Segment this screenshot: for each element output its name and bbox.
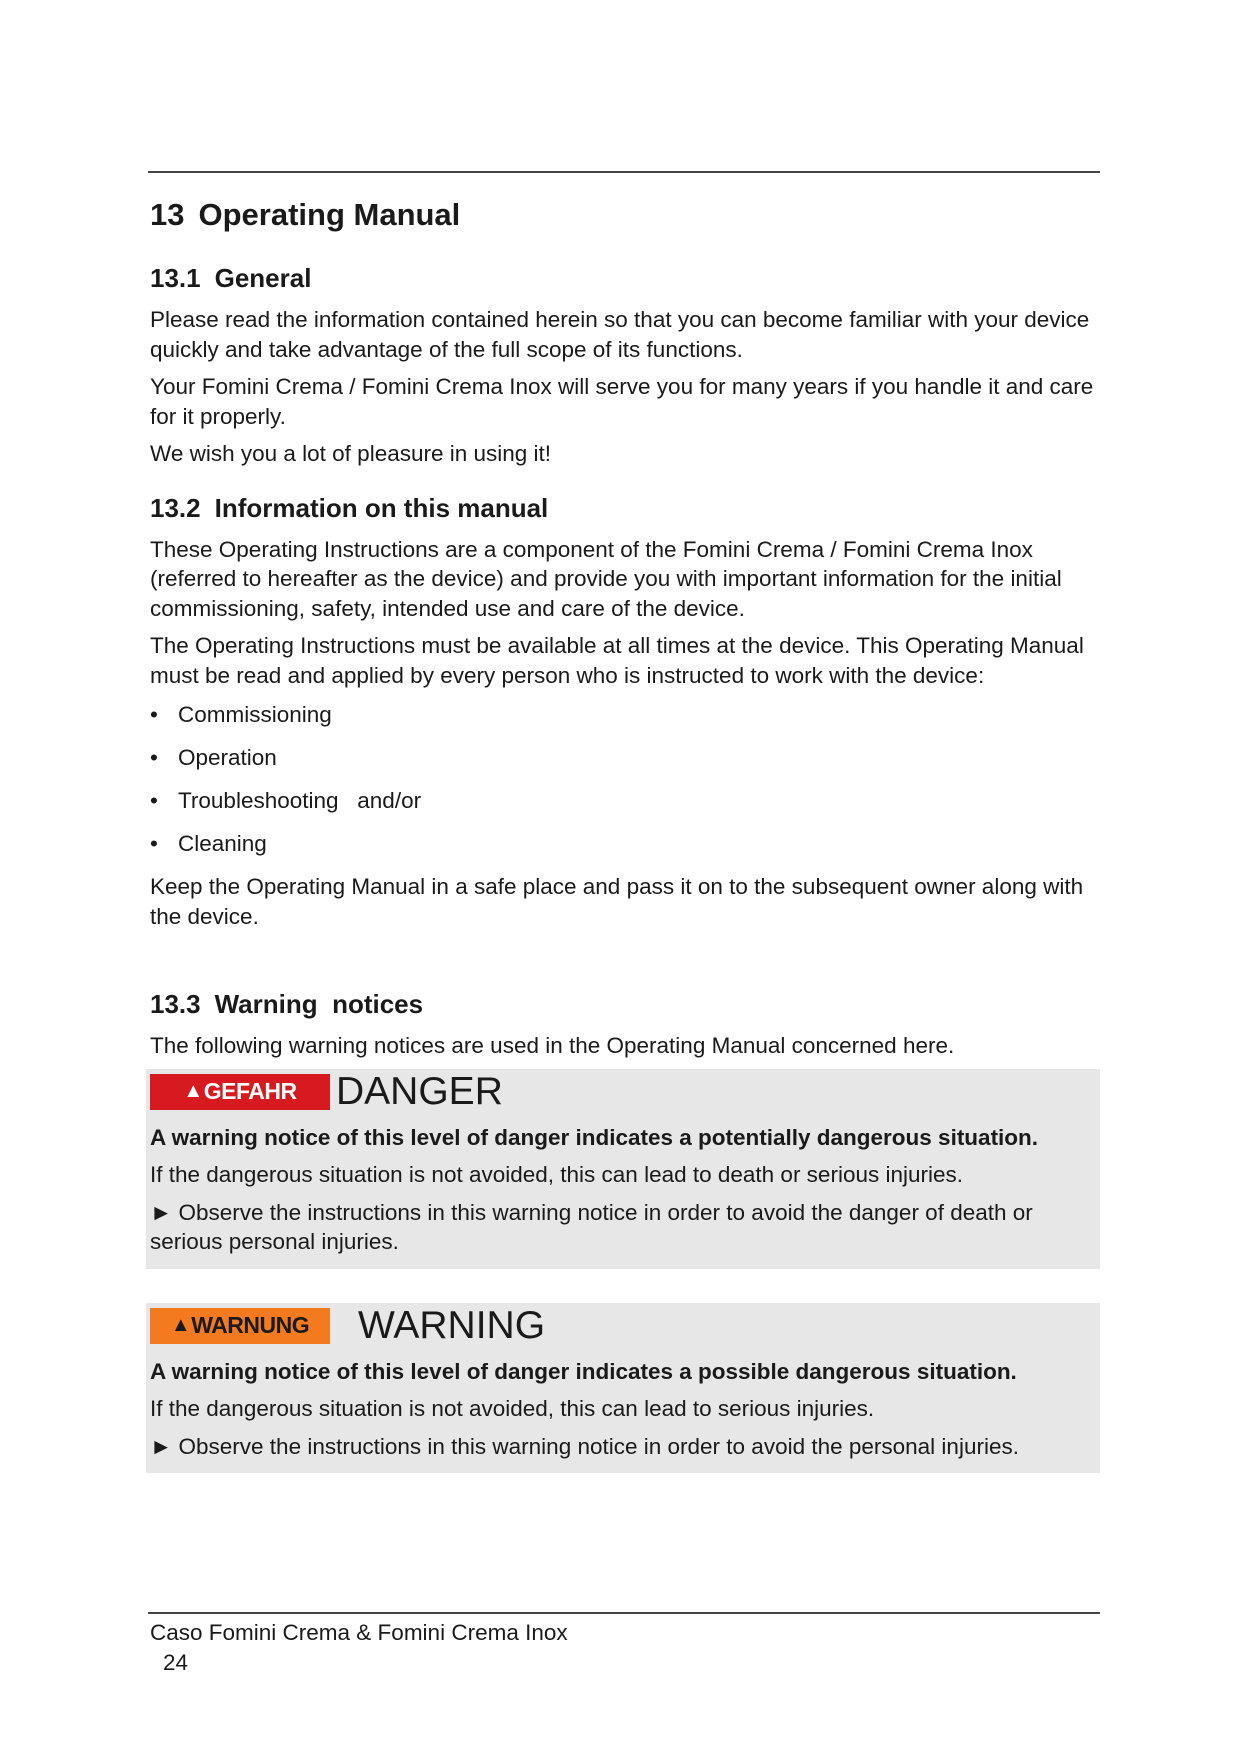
page-footer xyxy=(150,1618,568,1678)
chapter-title: 13 Operating Manual xyxy=(150,197,461,232)
danger-action: ► Observe the instructions in this warning notice in order to avoid the danger of death or serious personal injuries. xyxy=(150,1199,1033,1254)
page-number: 24 xyxy=(163,1650,189,1675)
general-paragraph-2: Your Fomini Crema / Fomini Crema Inox will serve you for many years if you handle it and care for it properly. xyxy=(150,374,1094,429)
list-item: • Commissioning xyxy=(150,702,332,727)
danger-label: ▲ GEFAHR xyxy=(150,1074,330,1110)
danger-bold-text: A warning notice of this level of danger indicates a potentially dangerous situation. xyxy=(150,1124,1039,1150)
warning-heading: WARNING xyxy=(358,1303,546,1347)
footer-title: Caso Fomini Crema & Fomini Crema Inox xyxy=(150,1620,568,1645)
warning-triangle-icon: ▲ xyxy=(183,1080,203,1102)
warning-triangle-icon: ▲ xyxy=(170,1314,191,1336)
warning-bold-text: A warning notice of this level of danger indicates a possible dangerous situation. xyxy=(150,1358,1017,1384)
warning-text: If the dangerous situation is not avoided, this can lead to serious injuries. xyxy=(150,1396,875,1421)
info-paragraph-1: These Operating Instructions are a component of the Fomini Crema / Fomini Crema Inox (referred to hereafter as the device) and provide you with important information for the initial commissioning, safety, intended use and care of the device. xyxy=(150,536,1062,621)
list-item: • Cleaning xyxy=(150,831,267,856)
list-item: • Troubleshooting and/or xyxy=(150,788,422,813)
danger-heading: DANGER xyxy=(336,1069,503,1113)
general-paragraph-1: Please read the information contained herein so that you can become familiar with your device quickly and take advantage of the full scope of its functions. xyxy=(150,307,1090,362)
general-paragraph-3: We wish you a lot of pleasure in using it! xyxy=(150,441,552,466)
section-general-title: 13.1 General xyxy=(150,263,312,293)
section-warnings-title: 13.3 Warning notices xyxy=(150,989,424,1019)
list-item: • Operation xyxy=(150,745,277,770)
danger-notice xyxy=(146,1069,1100,1269)
warning-notice xyxy=(146,1303,1100,1474)
header-rule xyxy=(148,171,1100,173)
footer-rule xyxy=(148,1612,1100,1614)
usage-list xyxy=(150,700,1095,859)
info-paragraph-2: The Operating Instructions must be available at all times at the device. This Operating Manual must be read and applied by every person who is instructed to work with the device: xyxy=(150,633,1084,688)
info-closing: Keep the Operating Manual in a safe place and pass it on to the subsequent owner along with the device. xyxy=(150,874,1084,929)
warning-label: ▲ WARNUNG xyxy=(150,1308,330,1344)
warnings-intro: The following warning notices are used in the Operating Manual concerned here. xyxy=(150,1033,955,1058)
section-info-title: 13.2 Information on this manual xyxy=(150,492,549,523)
page-content xyxy=(150,195,1095,1473)
warning-action: ► Observe the instructions in this warning notice in order to avoid the personal injuries. xyxy=(150,1433,1019,1459)
danger-text: If the dangerous situation is not avoided, this can lead to death or serious injuries. xyxy=(150,1162,963,1187)
